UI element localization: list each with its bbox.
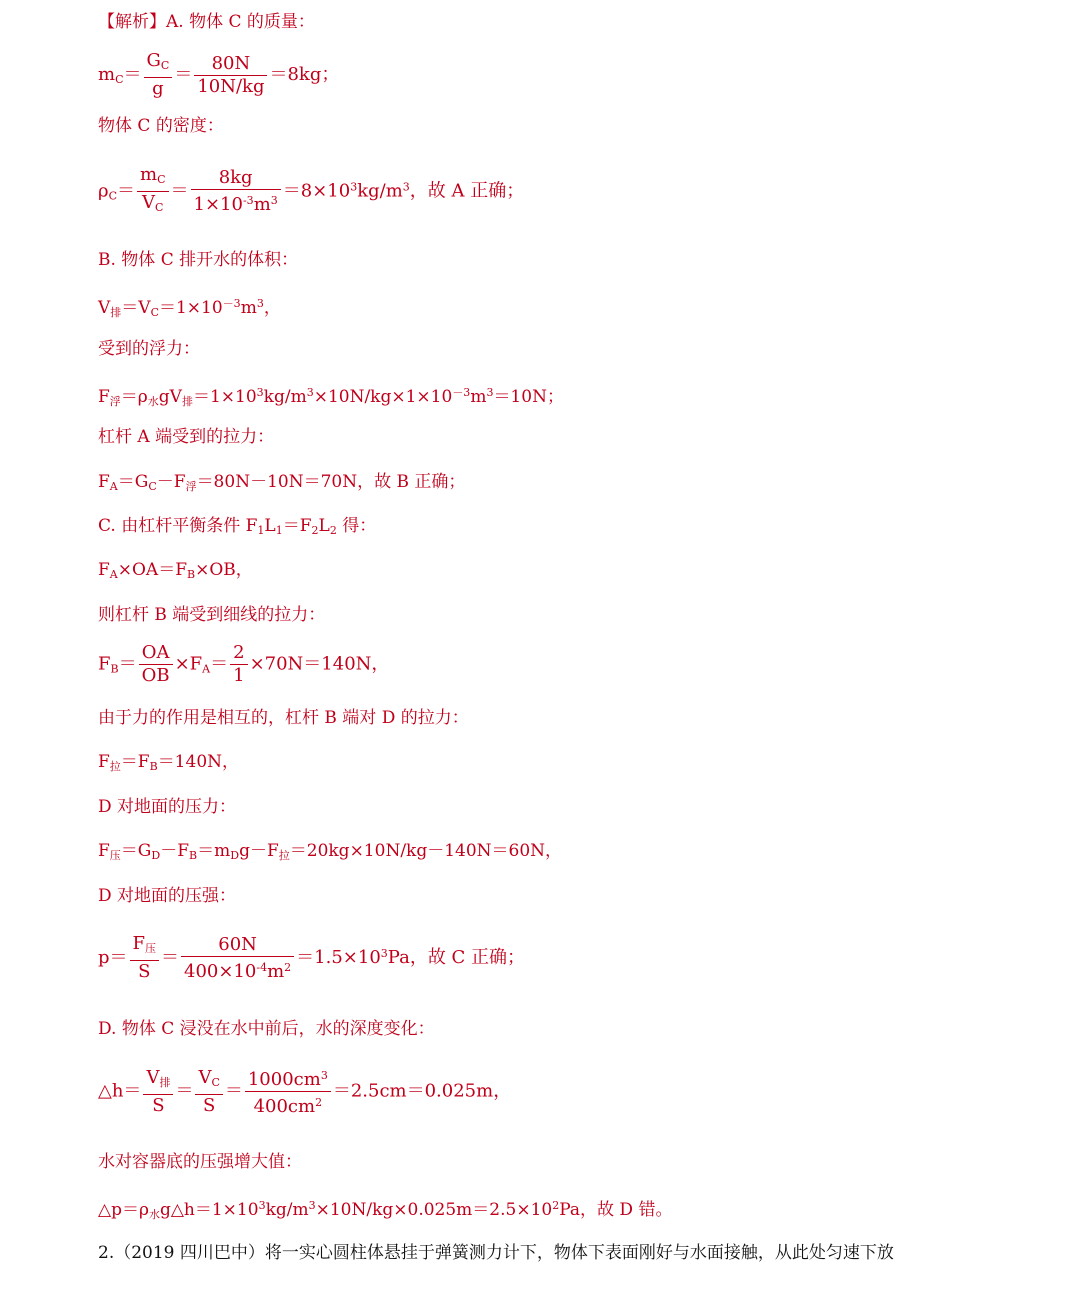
fb-formula: $F_B=$ $\frac{OA}{OB}$ $\times F_A=$ $\frac{2}{1}$ ×70N＝140N， xyxy=(98,642,390,686)
press-line: $F_压=G_D-F_B=m_Dg-F_拉=20kg\times 10N/kg-140N=60N$， xyxy=(98,841,563,862)
pull-line: $F_拉=F_B=140N$， xyxy=(98,752,240,773)
press-label: D 对地面的压力： xyxy=(98,797,237,817)
density-label: 物体 C 的密度： xyxy=(98,116,224,136)
pressure-formula: p＝ $\frac{F_压}{S}$ ＝ $\frac{60N}{400\times 10^{-4}m^2}$ $=1.5\times 10^3Pa$，故 C 正确； xyxy=(98,933,526,982)
fa-line: $F_A=G_C-F_浮=80N-10N=70N$，故 B 正确； xyxy=(98,472,466,493)
analysis-tag: 【解析】 xyxy=(98,12,166,32)
lever-line: $F_A\times OA=F_B\times OB$， xyxy=(98,560,253,581)
dp-line: $\triangle p=\rho_水g\triangle h=1\times 10^3kg/m^3\times 10N/kg\times 0.025m=2.5\times 10^2Pa$，故 D 错。 xyxy=(98,1199,673,1221)
increase-label: 水对容器底的压强增大值： xyxy=(98,1152,302,1172)
analysis-heading: 【解析】A. 物体 C 的质量： xyxy=(98,12,315,32)
next-question: 2.（2019 四川巴中）将一实心圆柱体悬挂于弹簧测力计下，物体下表面刚好与水面接触，从此处匀速下放 xyxy=(98,1243,894,1263)
buoyancy-label: 受到的浮力： xyxy=(98,339,200,359)
mass-formula: $m_C=$ $\frac{G_C}{g}$ ＝ $\frac{80N}{10N/kg}$ ＝8kg； xyxy=(98,50,340,99)
depth-formula: △h＝ $\frac{V_排}{S}$ ＝ $\frac{V_C}{S}$ ＝ $\frac{1000cm^3}{400cm^2}$ ＝2.5cm＝0.025m， xyxy=(98,1066,512,1117)
buoyancy-line: $F_浮=\rho_水gV_排=1\times 10^3kg/m^3\times 10N/kg\times 1\times 10^{-3}m^3=10N$； xyxy=(98,386,564,408)
a-end-label: 杠杆 A 端受到的拉力： xyxy=(98,427,275,447)
volume-line: $V_排=V_C=1\times 10^{-3}m^3$， xyxy=(98,297,281,319)
b-end-label: 则杠杆 B 端受到细线的拉力： xyxy=(98,605,326,625)
density-formula: $\rho_C=$ $\frac{m_C}{V_C}$ ＝ $\frac{8kg}{1\times 10^{-3}m^3}$ $=8\times 10^3kg/m^3$，故 A 正确； xyxy=(98,164,525,215)
b-label: B. 物体 C 排开水的体积： xyxy=(98,250,299,270)
pressure-label: D 对地面的压强： xyxy=(98,886,237,906)
d-label: D. 物体 C 浸没在水中前后，水的深度变化： xyxy=(98,1019,435,1039)
mutual-label: 由于力的作用是相互的，杠杆 B 端对 D 的拉力： xyxy=(98,708,469,728)
c-label: C. 由杠杆平衡条件 $F_1L_1=F_2L_2$ 得： xyxy=(98,516,377,537)
